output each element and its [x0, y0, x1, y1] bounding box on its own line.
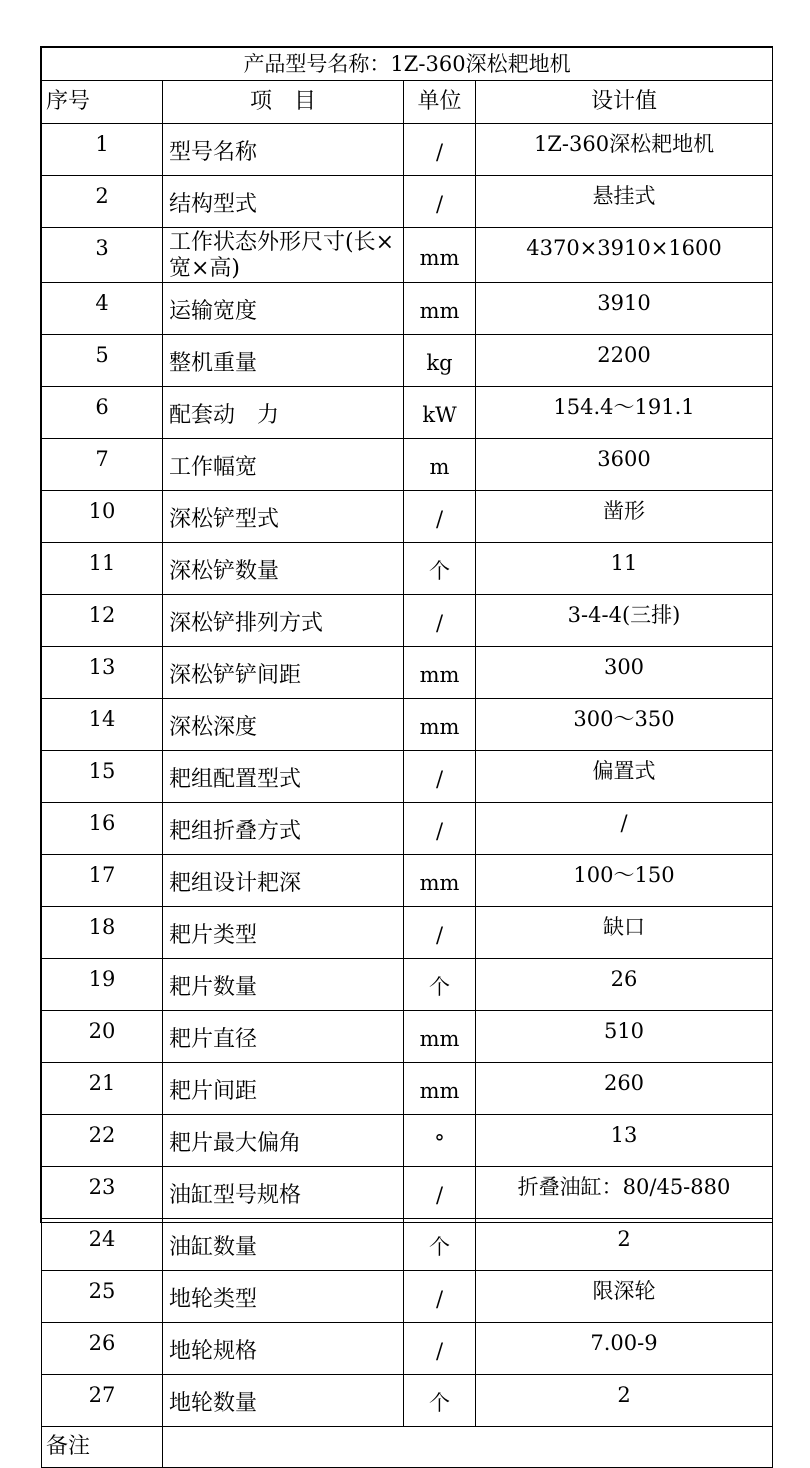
table-row	[42, 1115, 773, 1167]
table-row	[42, 387, 773, 439]
row-unit: kg	[404, 335, 476, 387]
row-unit: /	[404, 491, 476, 543]
row-number: 13	[42, 647, 163, 699]
row-unit: mm	[404, 283, 476, 335]
row-value: 13	[476, 1115, 773, 1167]
row-item: 耙片直径	[163, 1011, 404, 1063]
table-row	[42, 1271, 773, 1323]
row-unit: mm	[404, 1063, 476, 1115]
header-row	[42, 81, 773, 124]
table-row	[42, 228, 773, 283]
table-row	[42, 176, 773, 228]
row-number: 5	[42, 335, 163, 387]
row-value: 悬挂式	[476, 176, 773, 228]
row-unit: kW	[404, 387, 476, 439]
row-value: 300～350	[476, 699, 773, 751]
row-unit: mm	[404, 855, 476, 907]
header-item: 项 目	[163, 81, 404, 124]
table-row	[42, 959, 773, 1011]
sheet-title: 产品型号名称：1Z-360深松耙地机	[42, 48, 773, 81]
table-row	[42, 1063, 773, 1115]
row-unit: /	[404, 1323, 476, 1375]
header-unit: 单位	[404, 81, 476, 124]
row-item: 运输宽度	[163, 283, 404, 335]
row-value: 300	[476, 647, 773, 699]
row-number: 21	[42, 1063, 163, 1115]
table-row	[42, 491, 773, 543]
row-value: /	[476, 803, 773, 855]
row-number: 12	[42, 595, 163, 647]
row-item: 油缸数量	[163, 1219, 404, 1271]
table-row	[42, 1167, 773, 1219]
row-item: 地轮数量	[163, 1375, 404, 1427]
table-row	[42, 1219, 773, 1271]
row-unit: 个	[404, 1375, 476, 1427]
table-row	[42, 124, 773, 176]
table-row	[42, 543, 773, 595]
table-row	[42, 335, 773, 387]
row-value: 2200	[476, 335, 773, 387]
row-unit: /	[404, 803, 476, 855]
table-row	[42, 907, 773, 959]
table-row	[42, 595, 773, 647]
row-item: 耙片数量	[163, 959, 404, 1011]
row-value: 260	[476, 1063, 773, 1115]
row-unit: 个	[404, 1219, 476, 1271]
row-item: 型号名称	[163, 124, 404, 176]
row-unit: 个	[404, 543, 476, 595]
row-unit: /	[404, 124, 476, 176]
row-item: 整机重量	[163, 335, 404, 387]
row-number: 19	[42, 959, 163, 1011]
table-row	[42, 1375, 773, 1427]
row-value: 缺口	[476, 907, 773, 959]
row-number: 6	[42, 387, 163, 439]
row-number: 1	[42, 124, 163, 176]
table-row	[42, 855, 773, 907]
table-row	[42, 751, 773, 803]
table-row	[42, 647, 773, 699]
row-number: 23	[42, 1167, 163, 1219]
row-unit: /	[404, 1167, 476, 1219]
row-item: 油缸型号规格	[163, 1167, 404, 1219]
row-number: 25	[42, 1271, 163, 1323]
row-number: 14	[42, 699, 163, 751]
row-item: 耙组设计耙深	[163, 855, 404, 907]
row-unit: 个	[404, 959, 476, 1011]
remark-row	[42, 1427, 773, 1468]
row-unit: mm	[404, 647, 476, 699]
row-item: 工作状态外形尺寸(长×宽×高)	[163, 228, 404, 283]
header-value: 设计值	[476, 81, 773, 124]
row-unit: /	[404, 176, 476, 228]
row-number: 26	[42, 1323, 163, 1375]
table-row	[42, 439, 773, 491]
row-number: 17	[42, 855, 163, 907]
spec-sheet	[40, 46, 773, 1459]
row-item: 深松铲排列方式	[163, 595, 404, 647]
table-row	[42, 1323, 773, 1375]
row-value: 3600	[476, 439, 773, 491]
row-item: 耙片类型	[163, 907, 404, 959]
row-item: 深松铲铲间距	[163, 647, 404, 699]
header-no: 序号	[42, 81, 163, 124]
row-value: 3-4-4(三排)	[476, 595, 773, 647]
row-number: 7	[42, 439, 163, 491]
remark-label: 备注	[42, 1427, 163, 1468]
row-value: 100～150	[476, 855, 773, 907]
row-item: 地轮类型	[163, 1271, 404, 1323]
row-value: 7.00-9	[476, 1323, 773, 1375]
row-number: 18	[42, 907, 163, 959]
row-value: 凿形	[476, 491, 773, 543]
row-unit: /	[404, 1271, 476, 1323]
row-value: 1Z-360深松耙地机	[476, 124, 773, 176]
row-unit: mm	[404, 1011, 476, 1063]
row-item: 深松深度	[163, 699, 404, 751]
row-item: 地轮规格	[163, 1323, 404, 1375]
title-row	[42, 48, 773, 81]
row-value: 偏置式	[476, 751, 773, 803]
row-value: 3910	[476, 283, 773, 335]
row-unit: m	[404, 439, 476, 491]
row-item: 耙组配置型式	[163, 751, 404, 803]
row-item: 耙片最大偏角	[163, 1115, 404, 1167]
row-value: 折叠油缸：80/45-880	[476, 1167, 773, 1219]
row-item: 深松铲数量	[163, 543, 404, 595]
row-unit: /	[404, 907, 476, 959]
row-number: 22	[42, 1115, 163, 1167]
row-number: 20	[42, 1011, 163, 1063]
table-row	[42, 1011, 773, 1063]
row-number: 24	[42, 1219, 163, 1271]
row-item: 耙片间距	[163, 1063, 404, 1115]
table-row	[42, 283, 773, 335]
row-value: 2	[476, 1219, 773, 1271]
row-value: 510	[476, 1011, 773, 1063]
row-number: 2	[42, 176, 163, 228]
row-number: 3	[42, 228, 163, 283]
row-unit: mm	[404, 699, 476, 751]
table-row	[42, 699, 773, 751]
row-value: 154.4～191.1	[476, 387, 773, 439]
row-unit: mm	[404, 228, 476, 283]
row-item: 深松铲型式	[163, 491, 404, 543]
row-number: 11	[42, 543, 163, 595]
row-value: 4370×3910×1600	[476, 228, 773, 283]
row-item: 结构型式	[163, 176, 404, 228]
row-unit: °	[404, 1115, 476, 1167]
row-number: 10	[42, 491, 163, 543]
row-value: 26	[476, 959, 773, 1011]
row-number: 16	[42, 803, 163, 855]
row-item: 耙组折叠方式	[163, 803, 404, 855]
row-value: 2	[476, 1375, 773, 1427]
row-number: 27	[42, 1375, 163, 1427]
remark-value	[163, 1427, 773, 1468]
row-number: 15	[42, 751, 163, 803]
row-item: 配套动 力	[163, 387, 404, 439]
row-unit: /	[404, 595, 476, 647]
spec-table	[41, 47, 773, 1468]
row-item: 工作幅宽	[163, 439, 404, 491]
row-value: 限深轮	[476, 1271, 773, 1323]
row-value: 11	[476, 543, 773, 595]
row-number: 4	[42, 283, 163, 335]
row-unit: /	[404, 751, 476, 803]
table-row	[42, 803, 773, 855]
